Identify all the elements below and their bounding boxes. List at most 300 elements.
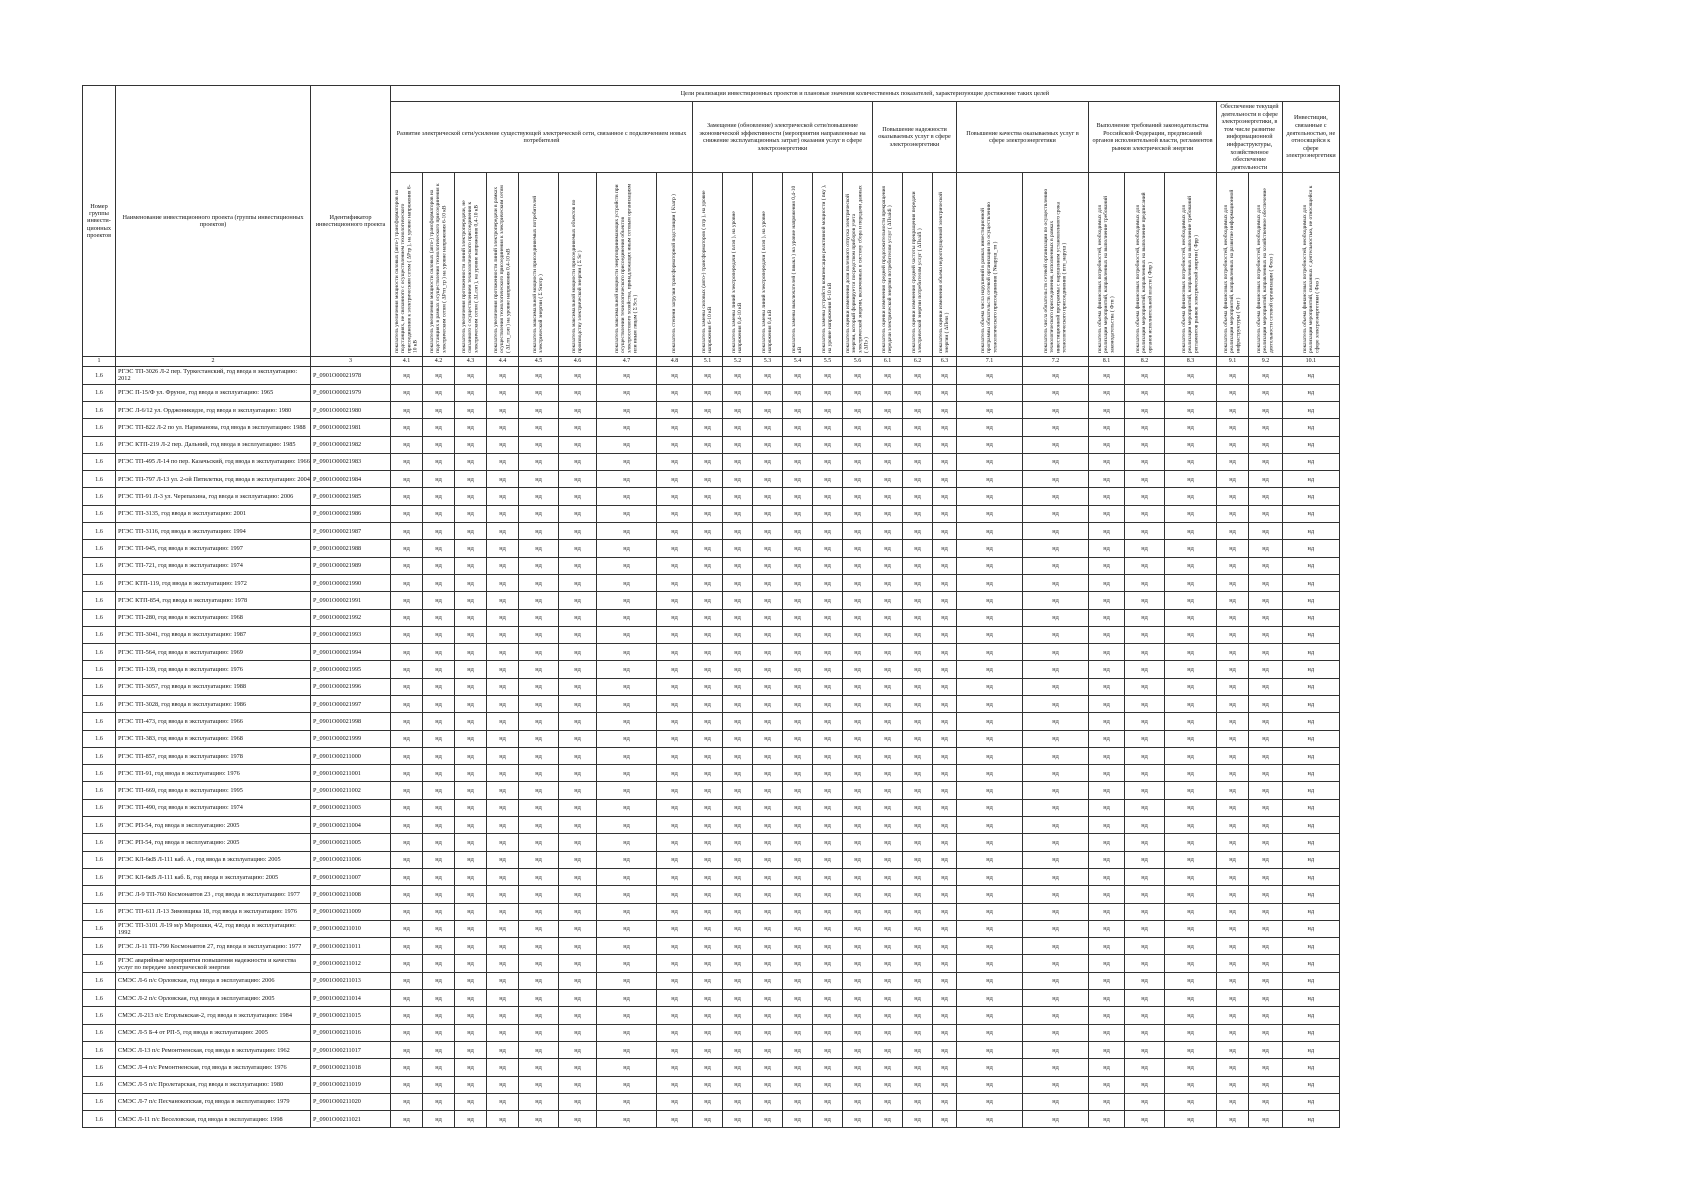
indicator-value: нд <box>423 695 455 712</box>
indicator-value: нд <box>693 471 723 488</box>
indicator-value: нд <box>843 868 873 885</box>
indicator-value: нд <box>597 955 657 972</box>
indicator-value: нд <box>559 1093 597 1110</box>
indicator-value: нд <box>657 695 693 712</box>
header-goal-group: Инвестиции, связанные с деятельностью, не относящейся к сфере электроэнергетики <box>1283 102 1340 173</box>
indicator-value: нд <box>657 471 693 488</box>
indicator-value: нд <box>753 1059 783 1076</box>
indicator-value: нд <box>657 505 693 522</box>
header-indicator <box>423 173 455 357</box>
indicator-value: нд <box>423 1111 455 1128</box>
indicator-value: нд <box>693 695 723 712</box>
indicator-value: нд <box>933 453 957 470</box>
indicator-value: нд <box>753 609 783 626</box>
indicator-value: нд <box>657 1041 693 1058</box>
indicator-value: нд <box>843 401 873 418</box>
indicator-value: нд <box>933 886 957 903</box>
indicator-value: нд <box>455 1111 487 1128</box>
header-indicator <box>597 173 657 357</box>
indicator-value: нд <box>1089 661 1125 678</box>
indicator-value: нд <box>873 851 903 868</box>
indicator-value: нд <box>723 453 753 470</box>
indicator-value: нд <box>1217 886 1249 903</box>
indicator-label: показатель объема финансовых потребностей, необходимых для реализации мероприятий, направленных на выполнение требований законодательства ( Фтп ) <box>1097 196 1116 354</box>
group-number: 1.6 <box>83 1059 116 1076</box>
indicator-value: нд <box>519 540 559 557</box>
column-number: 6.3 <box>933 357 957 367</box>
indicator-value: нд <box>487 817 519 834</box>
indicator-value: нд <box>423 505 455 522</box>
table-row <box>83 384 1340 401</box>
indicator-value: нд <box>933 523 957 540</box>
indicator-value: нд <box>1023 661 1089 678</box>
indicator-value: нд <box>843 453 873 470</box>
indicator-value: нд <box>1217 678 1249 695</box>
indicator-value: нд <box>723 972 753 989</box>
group-number: 1.6 <box>83 799 116 816</box>
indicator-value: нд <box>1023 1093 1089 1110</box>
indicator-value: нд <box>487 903 519 920</box>
indicator-value: нд <box>487 972 519 989</box>
indicator-value: нд <box>519 955 559 972</box>
indicator-value: нд <box>455 678 487 695</box>
indicator-value: нд <box>903 886 933 903</box>
table-row <box>83 851 1340 868</box>
indicator-value: нд <box>657 1059 693 1076</box>
column-number: 4.7 <box>597 357 657 367</box>
indicator-value: нд <box>753 851 783 868</box>
indicator-value: нд <box>693 851 723 868</box>
indicator-value: нд <box>903 1076 933 1093</box>
indicator-value: нд <box>1249 436 1283 453</box>
indicator-value: нд <box>519 488 559 505</box>
indicator-value: нд <box>519 851 559 868</box>
indicator-value: нд <box>1165 401 1217 418</box>
indicator-value: нд <box>723 436 753 453</box>
indicator-value: нд <box>783 401 813 418</box>
indicator-value: нд <box>933 1076 957 1093</box>
indicator-value: нд <box>957 868 1023 885</box>
project-name: РГЭС ТП-3028, год ввода в эксплуатацию: 1986 <box>116 695 311 712</box>
indicator-value: нд <box>1125 1041 1165 1058</box>
project-name: РГЭС ТП-3135, год ввода в эксплуатацию: 2001 <box>116 505 311 522</box>
indicator-value: нд <box>957 505 1023 522</box>
project-name: РГЭС ТП-611 Л-13 Зимовщика 18, год ввода в эксплуатацию: 1976 <box>116 903 311 920</box>
indicator-value: нд <box>693 747 723 764</box>
indicator-value: нд <box>1283 713 1340 730</box>
indicator-value: нд <box>1125 1093 1165 1110</box>
indicator-value: нд <box>455 384 487 401</box>
column-number: 1 <box>83 357 116 367</box>
indicator-value: нд <box>843 488 873 505</box>
indicator-value: нд <box>1283 557 1340 574</box>
indicator-value: нд <box>391 851 423 868</box>
indicator-value: нд <box>1023 471 1089 488</box>
header-indicator <box>559 173 597 357</box>
indicator-value: нд <box>1217 471 1249 488</box>
indicator-label: показатель объема финансовых потребностей, необходимых для реализации мероприятий, связанных с деятельностью, не относящейся к сфере электроэнергетики ( Фнэ ) <box>1301 186 1320 354</box>
indicator-value: нд <box>843 436 873 453</box>
indicator-value: нд <box>957 453 1023 470</box>
indicator-value: нд <box>1165 730 1217 747</box>
indicator-value: нд <box>693 782 723 799</box>
column-number: 6.2 <box>903 357 933 367</box>
indicator-value: нд <box>873 920 903 937</box>
indicator-value: нд <box>519 1093 559 1110</box>
indicator-value: нд <box>1249 713 1283 730</box>
indicator-value: нд <box>843 1024 873 1041</box>
indicator-value: нд <box>1023 1041 1089 1058</box>
table-row <box>83 834 1340 851</box>
indicator-value: нд <box>753 730 783 747</box>
indicator-value: нд <box>753 903 783 920</box>
indicator-value: нд <box>657 799 693 816</box>
indicator-value: нд <box>1023 730 1089 747</box>
indicator-value: нд <box>843 384 873 401</box>
indicator-label: показатель замены линий электропередачи ( nлэп ), на уровне напряжения 0,4 кВ <box>761 211 774 354</box>
indicator-value: нд <box>1283 782 1340 799</box>
indicator-value: нд <box>1283 523 1340 540</box>
indicator-value: нд <box>753 938 783 955</box>
indicator-value: нд <box>1089 592 1125 609</box>
indicator-value: нд <box>487 782 519 799</box>
indicator-value: нд <box>903 644 933 661</box>
indicator-value: нд <box>813 903 843 920</box>
indicator-value: нд <box>487 990 519 1007</box>
indicator-value: нд <box>597 661 657 678</box>
indicator-value: нд <box>933 1093 957 1110</box>
group-number: 1.6 <box>83 972 116 989</box>
indicator-value: нд <box>1249 868 1283 885</box>
indicator-value: нд <box>1217 436 1249 453</box>
indicator-value: нд <box>873 886 903 903</box>
indicator-value: нд <box>559 471 597 488</box>
indicator-value: нд <box>783 1093 813 1110</box>
indicator-value: нд <box>487 609 519 626</box>
indicator-value: нд <box>455 609 487 626</box>
indicator-value: нд <box>723 488 753 505</box>
indicator-value: нд <box>753 834 783 851</box>
indicator-value: нд <box>423 955 455 972</box>
indicator-value: нд <box>423 1093 455 1110</box>
group-number: 1.6 <box>83 1041 116 1058</box>
indicator-value: нд <box>933 367 957 384</box>
indicator-value: нд <box>933 713 957 730</box>
table-row <box>83 419 1340 436</box>
project-name: РГЭС ТП-822 Л-2 по ул. Нариманова, год ввода в эксплуатацию: 1988 <box>116 419 311 436</box>
indicator-value: нд <box>813 1111 843 1128</box>
group-number: 1.6 <box>83 817 116 834</box>
indicator-label: показатель замены линий электропередачи ( nлэп ), на уровне напряжения 0,4-10 кВ <box>731 211 744 354</box>
indicator-value: нд <box>1125 1007 1165 1024</box>
indicator-value: нд <box>1125 523 1165 540</box>
indicator-value: нд <box>1125 505 1165 522</box>
indicator-value: нд <box>873 990 903 1007</box>
indicator-value: нд <box>455 1093 487 1110</box>
indicator-value: нд <box>813 1059 843 1076</box>
indicator-value: нд <box>657 644 693 661</box>
header-indicator <box>657 173 693 357</box>
project-id: P_0901О00021993 <box>311 626 391 643</box>
indicator-value: нд <box>957 747 1023 764</box>
indicator-value: нд <box>1125 678 1165 695</box>
project-id: P_0901О00021978 <box>311 367 391 384</box>
indicator-value: нд <box>753 868 783 885</box>
indicator-value: нд <box>813 609 843 626</box>
indicator-value: нд <box>1023 1024 1089 1041</box>
indicator-value: нд <box>933 782 957 799</box>
indicator-value: нд <box>597 367 657 384</box>
indicator-value: нд <box>1023 540 1089 557</box>
indicator-value: нд <box>693 1024 723 1041</box>
indicator-value: нд <box>1165 886 1217 903</box>
indicator-value: нд <box>657 436 693 453</box>
header-indicator <box>1217 173 1249 357</box>
indicator-value: нд <box>657 1111 693 1128</box>
indicator-value: нд <box>903 557 933 574</box>
indicator-value: нд <box>1217 540 1249 557</box>
indicator-value: нд <box>753 972 783 989</box>
indicator-value: нд <box>843 817 873 834</box>
indicator-value: нд <box>1165 990 1217 1007</box>
indicator-value: нд <box>597 1059 657 1076</box>
indicator-value: нд <box>1283 695 1340 712</box>
indicator-value: нд <box>1089 695 1125 712</box>
indicator-value: нд <box>559 851 597 868</box>
indicator-value: нд <box>933 799 957 816</box>
group-number: 1.6 <box>83 765 116 782</box>
indicator-value: нд <box>1125 799 1165 816</box>
indicator-value: нд <box>1023 851 1089 868</box>
indicator-value: нд <box>597 540 657 557</box>
indicator-value: нд <box>423 574 455 591</box>
indicator-value: нд <box>933 384 957 401</box>
indicator-value: нд <box>1125 972 1165 989</box>
header-indicator <box>723 173 753 357</box>
header-indicator <box>753 173 783 357</box>
indicator-value: нд <box>933 938 957 955</box>
indicator-value: нд <box>559 920 597 937</box>
indicator-value: нд <box>903 834 933 851</box>
table-row <box>83 765 1340 782</box>
indicator-value: нд <box>559 367 597 384</box>
indicator-value: нд <box>1283 488 1340 505</box>
indicator-value: нд <box>559 1059 597 1076</box>
indicator-value: нд <box>657 557 693 574</box>
indicator-value: нд <box>813 644 843 661</box>
indicator-value: нд <box>1125 419 1165 436</box>
indicator-value: нд <box>1217 1041 1249 1058</box>
indicator-value: нд <box>1165 713 1217 730</box>
indicator-value: нд <box>1165 972 1217 989</box>
indicator-value: нд <box>783 1024 813 1041</box>
indicator-value: нд <box>519 1041 559 1058</box>
indicator-value: нд <box>657 1093 693 1110</box>
indicator-value: нд <box>519 868 559 885</box>
indicator-value: нд <box>455 955 487 972</box>
indicator-value: нд <box>1089 557 1125 574</box>
project-name: СМЭС Л-13 п/с Ремонтненская, год ввода в эксплуатацию: 1962 <box>116 1041 311 1058</box>
indicator-value: нд <box>693 419 723 436</box>
project-id: P_0901О00021996 <box>311 678 391 695</box>
indicator-value: нд <box>753 401 783 418</box>
indicator-value: нд <box>391 765 423 782</box>
project-name: РГЭС ТП-3057, год ввода в эксплуатацию: 1988 <box>116 678 311 695</box>
indicator-value: нд <box>1283 730 1340 747</box>
project-id: P_0901О00021997 <box>311 695 391 712</box>
indicator-value: нд <box>455 1041 487 1058</box>
indicator-value: нд <box>1283 799 1340 816</box>
indicator-value: нд <box>597 1041 657 1058</box>
indicator-value: нд <box>693 1007 723 1024</box>
indicator-value: нд <box>487 1024 519 1041</box>
indicator-value: нд <box>559 730 597 747</box>
indicator-value: нд <box>1249 730 1283 747</box>
indicator-value: нд <box>843 903 873 920</box>
indicator-value: нд <box>813 540 843 557</box>
indicator-value: нд <box>873 1007 903 1024</box>
indicator-value: нд <box>933 851 957 868</box>
indicator-label: показатель увеличения мощности силовых (авто-) трансформаторов на подстанциях в рамках осуществления технологического присоединения к электрическим сетям ( ΔPтп_тр ) на уровне напряжения 6-10 кВ <box>429 183 448 354</box>
indicator-value: нд <box>519 1076 559 1093</box>
indicator-value: нд <box>391 1041 423 1058</box>
indicator-value: нд <box>933 1024 957 1041</box>
indicator-value: нд <box>1217 453 1249 470</box>
project-name: РГЭС РП-54, год ввода в эксплуатацию: 2005 <box>116 834 311 851</box>
indicator-value: нд <box>1283 644 1340 661</box>
indicator-value: нд <box>903 471 933 488</box>
indicator-value: нд <box>813 626 843 643</box>
indicator-value: нд <box>1217 661 1249 678</box>
indicator-value: нд <box>1249 592 1283 609</box>
indicator-value: нд <box>391 1076 423 1093</box>
indicator-value: нд <box>903 1059 933 1076</box>
indicator-value: нд <box>843 938 873 955</box>
indicator-value: нд <box>813 851 843 868</box>
indicator-value: нд <box>455 523 487 540</box>
indicator-label: показатель замены силовых (авто-) трансформаторов ( nтр ), на уровне напряжения 6-10 кВ <box>701 190 714 354</box>
project-name: РГЭС ТП-495 Л-14 по пер. Казачьский, год ввода в эксплуатацию: 1966 <box>116 453 311 470</box>
indicator-value: нд <box>1217 505 1249 522</box>
indicator-value: нд <box>487 436 519 453</box>
indicator-value: нд <box>957 990 1023 1007</box>
indicator-value: нд <box>455 453 487 470</box>
indicator-value: нд <box>423 765 455 782</box>
indicator-value: нд <box>519 730 559 747</box>
indicator-value: нд <box>933 488 957 505</box>
indicator-value: нд <box>455 920 487 937</box>
project-id: P_0901О00211005 <box>311 834 391 851</box>
indicator-label: показатель увеличения протяженности линий электропередачи, не связанного с осуществлением технологического присоединения к электрическим сетям ( ΔLлэп ), на уровне напряжения 0,4-10 кВ <box>461 200 480 354</box>
indicator-value: нд <box>1217 782 1249 799</box>
indicator-value: нд <box>723 592 753 609</box>
indicator-value: нд <box>1125 730 1165 747</box>
indicator-value: нд <box>1165 436 1217 453</box>
indicator-value: нд <box>391 1111 423 1128</box>
indicator-value: нд <box>903 782 933 799</box>
table-row <box>83 678 1340 695</box>
indicator-value: нд <box>597 868 657 885</box>
indicator-value: нд <box>487 1041 519 1058</box>
indicator-value: нд <box>1023 644 1089 661</box>
indicator-value: нд <box>1283 1076 1340 1093</box>
indicator-label: показатель увеличения мощности силовых (авто-) трансформаторов на подстанциях, не связанного с осуществлением технологического присоединения к электрическим сетям ( ΔPтр ), на уровне напряжения 6-10 кВ <box>394 184 419 354</box>
indicator-value: нд <box>559 488 597 505</box>
indicator-value: нд <box>1249 972 1283 989</box>
indicator-value: нд <box>391 436 423 453</box>
indicator-value: нд <box>753 1111 783 1128</box>
indicator-value: нд <box>487 523 519 540</box>
indicator-value: нд <box>1249 540 1283 557</box>
project-id: P_0901О00211019 <box>311 1076 391 1093</box>
indicator-value: нд <box>1023 920 1089 937</box>
indicator-value: нд <box>723 868 753 885</box>
indicator-value: нд <box>957 851 1023 868</box>
table-row <box>83 401 1340 418</box>
indicator-value: нд <box>559 955 597 972</box>
indicator-value: нд <box>597 419 657 436</box>
indicator-value: нд <box>957 782 1023 799</box>
indicator-value: нд <box>873 938 903 955</box>
indicator-value: нд <box>783 453 813 470</box>
indicator-value: нд <box>693 488 723 505</box>
indicator-value: нд <box>1089 972 1125 989</box>
indicator-value: нд <box>597 747 657 764</box>
column-number: 4.6 <box>559 357 597 367</box>
table-row <box>83 817 1340 834</box>
indicator-value: нд <box>753 817 783 834</box>
indicator-value: нд <box>873 401 903 418</box>
indicator-value: нд <box>933 609 957 626</box>
indicator-value: нд <box>843 1041 873 1058</box>
indicator-value: нд <box>1165 1076 1217 1093</box>
indicator-value: нд <box>1023 903 1089 920</box>
indicator-value: нд <box>597 851 657 868</box>
indicator-value: нд <box>933 1111 957 1128</box>
indicator-value: нд <box>455 903 487 920</box>
indicator-value: нд <box>423 1076 455 1093</box>
indicator-value: нд <box>487 384 519 401</box>
indicator-value: нд <box>657 384 693 401</box>
indicator-value: нд <box>1249 1007 1283 1024</box>
column-number: 8.3 <box>1165 357 1217 367</box>
indicator-value: нд <box>1217 1059 1249 1076</box>
indicator-value: нд <box>723 903 753 920</box>
indicator-value: нд <box>723 626 753 643</box>
indicator-value: нд <box>873 1024 903 1041</box>
indicator-value: нд <box>391 644 423 661</box>
indicator-value: нд <box>1023 747 1089 764</box>
indicator-value: нд <box>783 868 813 885</box>
group-number: 1.6 <box>83 401 116 418</box>
indicator-value: нд <box>519 609 559 626</box>
group-number: 1.6 <box>83 574 116 591</box>
indicator-value: нд <box>1125 471 1165 488</box>
indicator-value: нд <box>873 1076 903 1093</box>
indicator-value: нд <box>693 920 723 937</box>
indicator-value: нд <box>903 488 933 505</box>
table-row <box>83 1007 1340 1024</box>
header-indicator <box>843 173 873 357</box>
indicator-value: нд <box>933 920 957 937</box>
indicator-value: нд <box>1023 1111 1089 1128</box>
indicator-value: нд <box>455 505 487 522</box>
indicator-value: нд <box>1165 834 1217 851</box>
indicator-value: нд <box>1125 817 1165 834</box>
indicator-label: показатель замены выключателей ( nвыкл ) на уровне напряжения 0,4-10 кВ <box>791 186 804 354</box>
indicator-value: нд <box>903 955 933 972</box>
indicator-value: нд <box>723 817 753 834</box>
